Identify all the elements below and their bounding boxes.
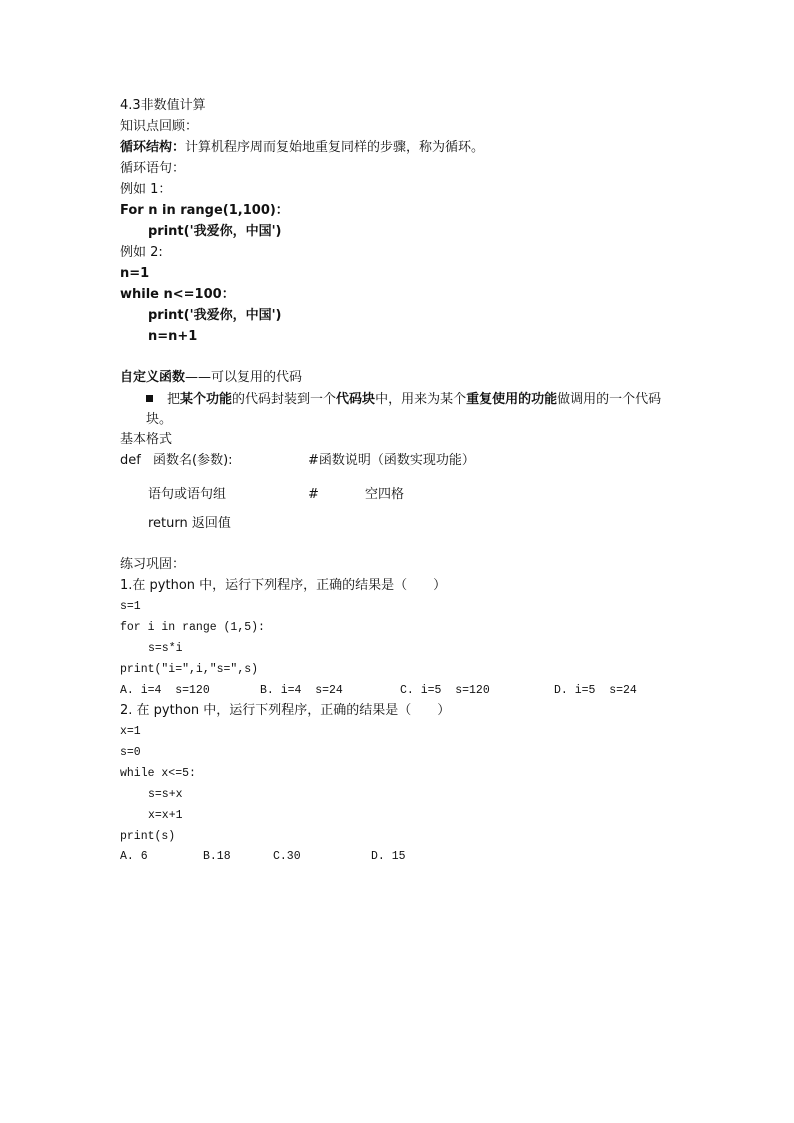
q1-code-line2: for i in range (1,5): (120, 621, 265, 634)
bullet-text-3: 中，用来为某个 (375, 392, 467, 407)
review-label: 知识点回顾： (120, 119, 199, 134)
body-statement: 语句或语句组 (148, 487, 227, 502)
q2-code-line6: print(s) (120, 830, 176, 843)
loop-term: 循环结构： (120, 140, 186, 155)
q2-option-b: B.18 (203, 850, 231, 863)
loop-definition (120, 139, 484, 157)
section-title: 4.3非数值计算 (120, 98, 206, 113)
return-line: return 返回值 (148, 516, 231, 531)
bullet-text-4: 做调用的一个代码块。 (146, 392, 662, 427)
bullet-text-bold-2: 代码块 (336, 392, 376, 407)
function-heading (120, 369, 302, 387)
loop-text: 计算机程序周而复始地重复同样的步骤，称为循环。 (185, 140, 485, 155)
bullet-text-1: 把 (167, 392, 181, 407)
bullet-text-bold-3: 重复使用的功能 (466, 392, 558, 407)
q1-option-a: A. i=4 s=120 (120, 684, 210, 697)
q2-option-c: C.30 (273, 850, 301, 863)
q1-stem: 1.在 python 中，运行下列程序，正确的结果是（ ） (120, 578, 447, 593)
example2-code-line1: n=1 (120, 266, 150, 281)
format-label: 基本格式 (120, 432, 173, 447)
q2-option-d: D. 15 (371, 850, 406, 863)
square-bullet-icon (146, 395, 153, 402)
example1-label: 例如 1： (120, 182, 172, 197)
q1-code-line1: s=1 (120, 600, 141, 613)
function-heading-rest: ——可以复用的代码 (185, 370, 303, 385)
q1-option-c: C. i=5 s=120 (400, 684, 490, 697)
q2-code-line4: s=s+x (148, 788, 183, 801)
q1-code-line4: print("i=",i,"s=",s) (120, 663, 259, 676)
body-hash: # (308, 487, 319, 502)
example1-code-line1: For n in range(1,100)： (120, 203, 289, 218)
bullet-text-2: 的代码封装到一个 (232, 392, 337, 407)
q2-code-line3: while x<=5: (120, 767, 196, 780)
function-heading-bold: 自定义函数 (120, 370, 186, 385)
def-signature: 函数名(参数): (153, 453, 233, 468)
q1-code-line3: s=s*i (148, 642, 183, 655)
function-bullet (146, 390, 686, 430)
q2-option-a: A. 6 (120, 850, 148, 863)
def-keyword: def (120, 453, 141, 468)
body-comment: 空四格 (365, 487, 405, 502)
loop-statement-label: 循环语句： (120, 161, 186, 176)
example2-code-line3: print('我爱你，中国') (148, 308, 282, 323)
q1-option-d: D. i=5 s=24 (554, 684, 637, 697)
bullet-text-bold-1: 某个功能 (180, 392, 233, 407)
example2-label: 例如 2: (120, 245, 163, 260)
q2-code-line1: x=1 (120, 725, 141, 738)
practice-label: 练习巩固： (120, 557, 186, 572)
example2-code-line2: while n<=100： (120, 287, 235, 302)
q1-option-b: B. i=4 s=24 (260, 684, 343, 697)
def-comment: #函数说明（函数实现功能） (308, 453, 475, 468)
example1-code-line2: print('我爱你，中国') (148, 224, 282, 239)
q2-code-line5: x=x+1 (148, 809, 183, 822)
example2-code-line4: n=n+1 (148, 329, 198, 344)
q2-stem: 2. 在 python 中，运行下列程序，正确的结果是（ ） (120, 703, 451, 718)
q2-code-line2: s=0 (120, 746, 141, 759)
